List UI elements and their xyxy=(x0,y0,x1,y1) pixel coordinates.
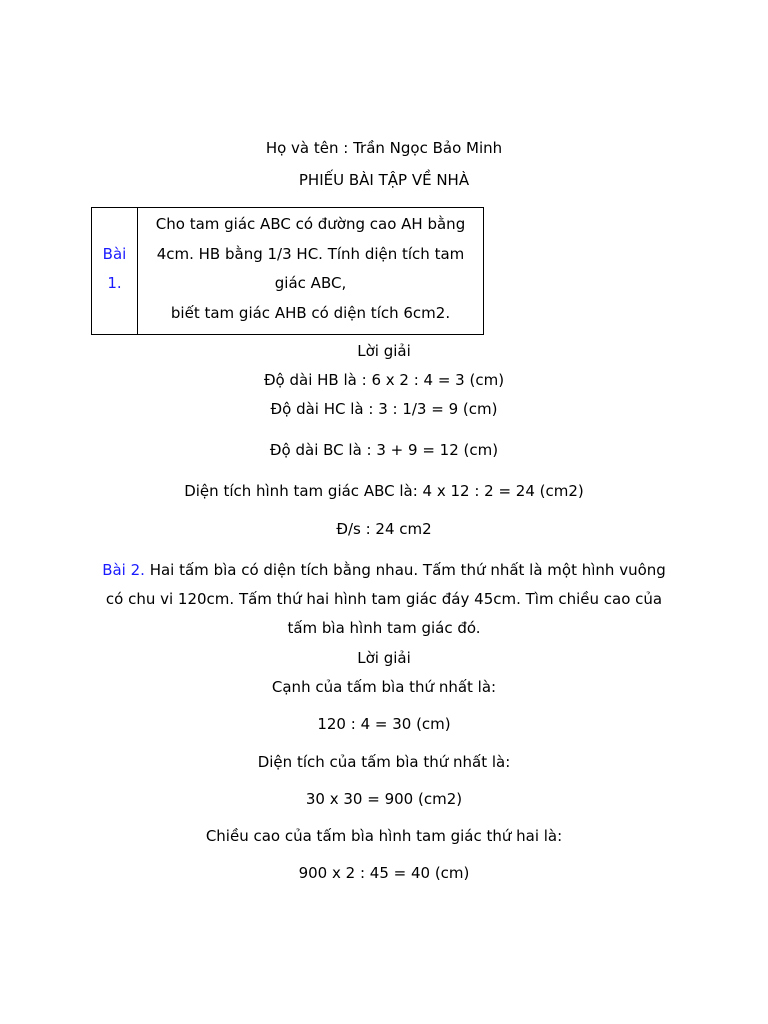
problem-1-solution-line: Diện tích hình tam giác ABC là: 4 x 12 : 2 = 24 (cm2) xyxy=(184,482,584,500)
problem-2-text: Hai tấm bìa có diện tích bằng nhau. Tấm thứ nhất là một hình vuông xyxy=(144,561,666,579)
problem-2-solution-line: 120 : 4 = 30 (cm) xyxy=(317,715,451,733)
problem-1-text-line: 4cm. HB bằng 1/3 HC. Tính diện tích tam xyxy=(156,244,465,263)
problem-1-solution-line: Độ dài BC là : 3 + 9 = 12 (cm) xyxy=(269,441,499,459)
problem-2-solution-line: Diện tích của tấm bìa thứ nhất là: xyxy=(257,753,511,771)
problem-2-line-3: tấm bìa hình tam giác đó. xyxy=(287,619,481,637)
problem-1-text-line: giác ABC, xyxy=(274,274,347,292)
problem-1-answer: Đ/s : 24 cm2 xyxy=(336,520,432,538)
problem-1-label-number: 1. xyxy=(107,274,122,292)
problem-1-label-word: Bài xyxy=(102,245,127,263)
problem-1-text-cell xyxy=(138,208,483,334)
problem-2-line-1 xyxy=(0,560,768,580)
problem-1-table xyxy=(91,207,484,335)
problem-1-text-line: Cho tam giác ABC có đường cao AH bằng xyxy=(155,215,466,233)
problem-2-solution-line: 900 x 2 : 45 = 40 (cm) xyxy=(298,864,470,882)
problem-1-solution-line: Độ dài HB là : 6 x 2 : 4 = 3 (cm) xyxy=(263,371,505,389)
problem-2-line-2: có chu vi 120cm. Tấm thứ hai hình tam giác đáy 45cm. Tìm chiều cao của xyxy=(105,590,663,608)
problem-1-label-cell xyxy=(92,208,138,334)
problem-2-solution-line: 30 x 30 = 900 (cm2) xyxy=(305,790,463,808)
problem-1-solution-line: Độ dài HC là : 3 : 1/3 = 9 (cm) xyxy=(270,400,498,418)
problem-2-solution-line: Cạnh của tấm bìa thứ nhất là: xyxy=(271,678,497,696)
problem-2-label: Bài 2. xyxy=(102,561,145,579)
worksheet-title: PHIẾU BÀI TẬP VỀ NHÀ xyxy=(298,171,470,189)
problem-2-solution-line: Chiều cao của tấm bìa hình tam giác thứ hai là: xyxy=(205,827,563,845)
problem-1-text-line: biết tam giác AHB có diện tích 6cm2. xyxy=(170,303,451,322)
problem-2-solution-title: Lời giải xyxy=(357,649,411,667)
problem-1-solution-title: Lời giải xyxy=(357,342,411,360)
student-name-line: Họ và tên : Trần Ngọc Bảo Minh xyxy=(265,139,503,157)
